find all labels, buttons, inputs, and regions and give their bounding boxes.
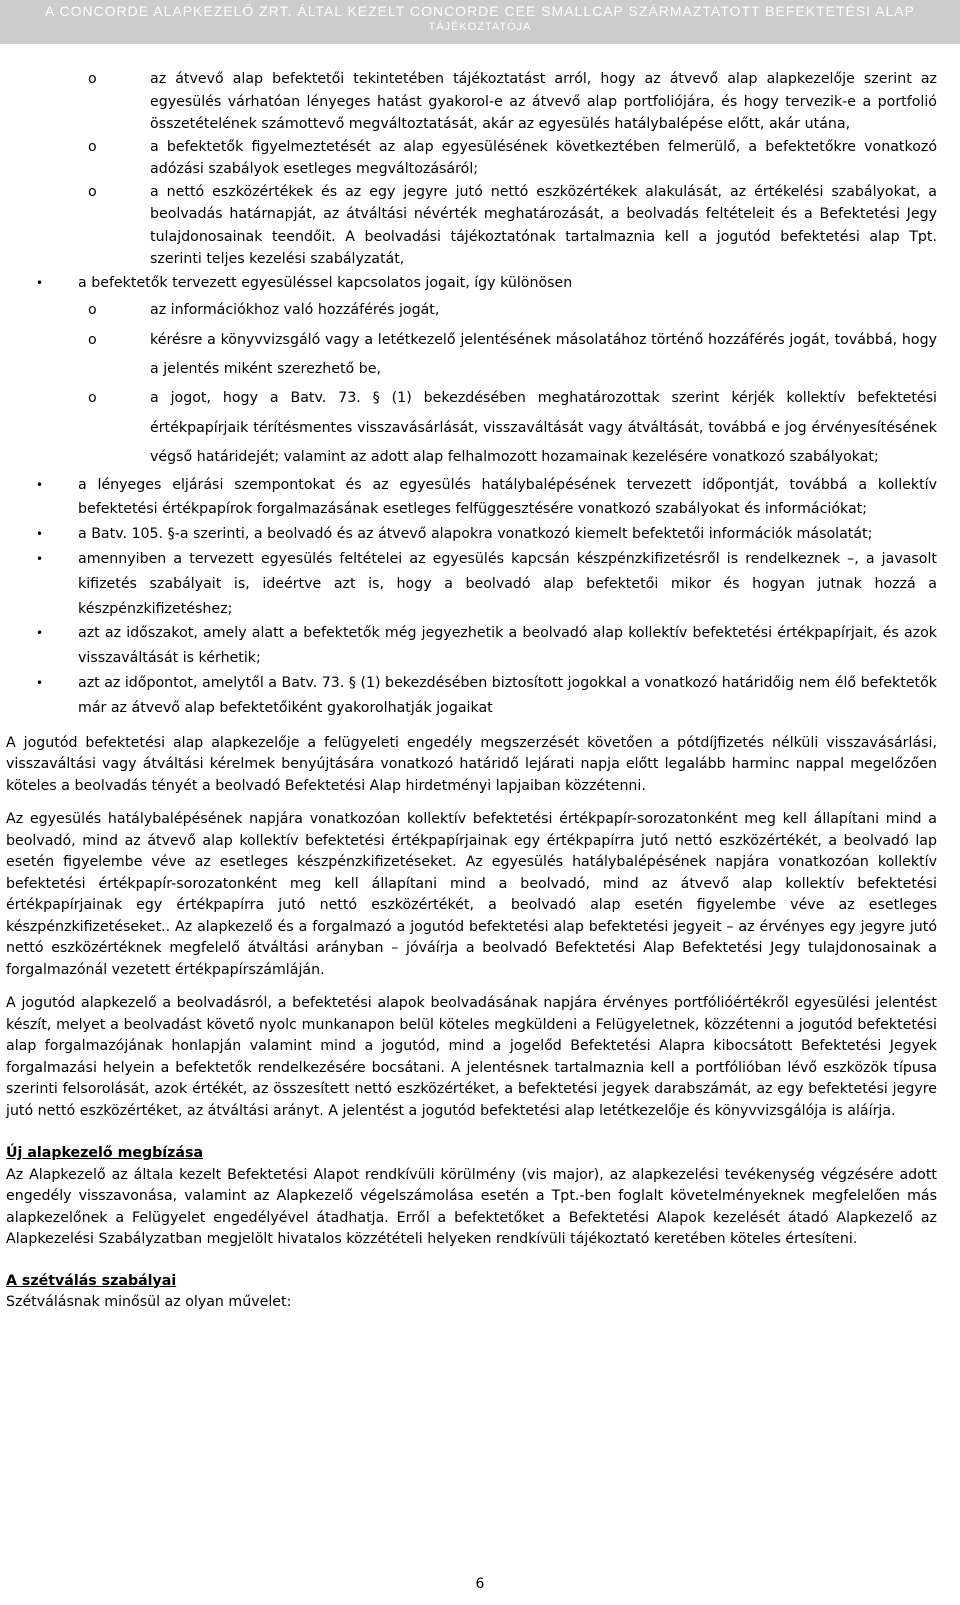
list-marker: o bbox=[88, 183, 97, 200]
bullet-marker: • bbox=[36, 675, 44, 690]
list-item bbox=[6, 326, 937, 385]
page-number: 6 bbox=[475, 1576, 485, 1592]
paragraph: Az Alapkezelő az általa kezelt Befektetési Alapot rendkívüli körülmény (vis major), az alapkezelési tevékenység végzésére adott engedély visszavonása, valamint az Alapkezelő végelszámolása esetén a Tpt.-ben foglalt követelményeknek megfelelően más alapkezelőnek a Felügyelet engedélyével átadhatja. Erről a befektetőket a Befektetési Alapok kezelését átadó Alapkezelő az Alapkezelési Szabályzatban megjelölt hivatalos közzétételi helyeken rendkívüli tájékoztató keretében köteles értesíteni. bbox=[6, 1166, 937, 1247]
bullet-item bbox=[6, 621, 937, 671]
list-item-text: az átvevő alap befektetői tekintetében tájékoztatást arról, hogy az átvevő alap alapkezelője szerint az egyesülés várhatóan lényeges hatást gyakorol-e az átvevő alap portfoliójára, és hogy tervezik-e a portfolió összetételének számottevő megváltoztatását, akár az egyesülés hatálybalépése előtt, akár utána, bbox=[150, 71, 937, 132]
bullet-item-text: amennyiben a tervezett egyesülés feltételei az egyesülés kapcsán készpénzkifizetésről is rendelkeznek –, a javasolt kifizetés szabályait is, ideértve azt is, hogy a beolvadó alap befektetői mikor és hogyan jutnak hozzá a készpénzkifizetéshez; bbox=[78, 550, 937, 617]
list-item-text: a jogot, hogy a Batv. 73. § (1) bekezdésében meghatározottak szerint kérjék kollektív befektetési értékpapírjaik térítésmentes visszavásárlását, visszaváltását vagy átváltását, továbbá e jog érvényesítésének végső határidejét; valamint az adott alap felhalmozott hozamainak kezelésére vonatkozó szabályokat; bbox=[150, 390, 937, 466]
section-heading: A szétválás szabályai bbox=[6, 1272, 177, 1289]
bullet-marker: • bbox=[36, 275, 44, 290]
bullet-item-text: azt az időpontot, amelytől a Batv. 73. § (1) bekezdésében biztosított jogokkal a vonatkozó határidőig nem élő befektetők már az átvevő alap befektetőiként gyakorolhatják jogaikat bbox=[78, 674, 938, 716]
header-subtitle: TÁJÉKOZTATÓJA bbox=[428, 21, 532, 33]
list-item-text: a nettó eszközértékek és az egy jegyre jutó nettó eszközértékek alakulását, az értékelési szabályokat, a beolvadás határnapját, az átváltási névérték meghatározását, a beolvadás feltételeit és a Befektetési Jegy tulajdonosainak teendőit. A beolvadási tájékoztatónak tartalmaznia kell a jogutód befektetési alap Tpt. szerinti teljes kezelési szabályzatát, bbox=[150, 183, 937, 267]
list-marker: o bbox=[88, 138, 97, 155]
paragraph: Szétválásnak minősül az olyan művelet: bbox=[6, 1294, 292, 1310]
document-body bbox=[6, 68, 937, 1314]
list-item bbox=[6, 384, 937, 472]
bullet-marker: • bbox=[36, 626, 44, 641]
bullet-marker: • bbox=[36, 527, 44, 542]
bullet-item bbox=[6, 671, 937, 721]
list-item-text: a befektetők figyelmeztetését az alap egyesülésének következtében felmerülő, a befektetőkre vonatkozó adózási szabályok esetleges megváltozásáról; bbox=[150, 138, 937, 177]
bullet-item bbox=[6, 473, 937, 523]
bullet-item-text: azt az időszakot, amely alatt a befektetők még jegyezhetik a beolvadó alap kollektív befektetési értékpapírjait, és azok visszaváltását is kérhetik; bbox=[78, 625, 937, 667]
list-item-text: az információkhoz való hozzáférés jogát, bbox=[150, 302, 440, 319]
list-marker: o bbox=[88, 302, 97, 319]
paragraph: A jogutód alapkezelő a beolvadásról, a befektetési alapok beolvadásának napjára érvényes portfólióértékről egyesülési jelentést készít, melyet a beolvadást követő nyolc munkanapon belül köteles megküldeni a Felügyeletnek, közzétenni a jogutód befektetési alap forgalmazójának honlapján valamint mind a jogutód, mind a jogelőd Befektetési Alapra kibocsátott Befektetési Jegyek forgalmazási helyein a befektetők rendelkezésére bocsátani. A jelentésnek tartalmaznia kell a portfólióban lévő eszközök típusa szerinti felsorolását, azok értékét, az összesített nettó eszközértéket, a befektetési jegyek darabszámát, az egy befektetési jegyre jutó nettó eszközértéket, az átváltási arányt. A jelentést a jogutód befektetési alap letétkezelője és könyvvizsgálója is aláírja. bbox=[6, 995, 937, 1119]
list-marker: o bbox=[88, 71, 97, 87]
paragraph: Az egyesülés hatálybalépésének napjára vonatkozóan kollektív befektetési értékpapír-sorozatonként meg kell állapítani mind a beolvadó, mind az átvevő alap kollektív befektetési értékpapírjainak egy értékpapírra jutó nettó eszközértékét, a beolvadó lap esetén figyelembe véve az esetleges készpénzkifizetéseket. Az egyesülés hatálybalépésének napjára vonatkozóan kollektív befektetési értékpapír-sorozatonként meg kell állapítani mind a beolvadó, mind az átvevő alap kollektív befektetési értékpapírjainak egy értékpapírra jutó nettó eszközértékét, a beolvadó alap esetén figyelembe véve az esetleges készpénzkifizetéseket.. Az alapkezelő és a forgalmazó a jogutód befektetési alap befektetési jegyeit – az érvényes egy jegyre jutó nettó eszközértéknek megfelelő átváltási arányban – jóváírja a beolvadó Befektetési Alap Befektetési Jegy tulajdonosainak a forgalmazónál vezetett értékpapírszámláján. bbox=[6, 811, 937, 978]
bullet-item-text: a lényeges eljárási szempontokat és az egyesülés hatálybalépésének tervezett időpontját, továbbá a kollektív befektetési értékpapírok forgalmazásának esetleges felfüggesztésére vonatkozó szabályokat és információkat; bbox=[78, 476, 937, 518]
header-title: A CONCORDE ALAPKEZELŐ ZRT. ÁLTAL KEZELT CONCORDE CEE SMALLCAP SZÁRMAZTATOTT BEFEKTETÉSI ALAP bbox=[45, 3, 915, 19]
list-item bbox=[6, 181, 937, 271]
bullet-marker: • bbox=[36, 551, 44, 566]
list-item bbox=[6, 296, 937, 325]
bullet-marker: • bbox=[36, 477, 44, 492]
bullet-item-text: a Batv. 105. §-a szerinti, a beolvadó és az átvevő alapokra vonatkozó kiemelt befektetői információk másolatát; bbox=[78, 526, 873, 543]
bullet-item bbox=[6, 271, 937, 297]
list-item bbox=[6, 136, 937, 181]
list-item bbox=[6, 68, 937, 136]
section-heading: Új alapkezelő megbízása bbox=[6, 1145, 204, 1161]
bullet-item bbox=[6, 522, 937, 547]
document-header bbox=[0, 0, 960, 44]
bullet-item bbox=[6, 547, 937, 621]
paragraph: A jogutód befektetési alap alapkezelője a felügyeleti engedély megszerzését követően a pótdíjfizetés nélküli visszavásárlási, visszaváltási vagy átváltási kérelmek benyújtására vonatkozó határidő lejárati napja előtt legalább harminc nappal megelőzően köteles a beolvadás tényét a beolvadó Befektetési Alap hirdetményi lapjaiban közzétenni. bbox=[6, 734, 937, 794]
list-marker: o bbox=[88, 331, 97, 348]
list-item-text: kérésre a könyvvizsgáló vagy a letétkezelő jelentésének másolatához történő hozzáférés jogát, továbbá, hogy a jelentés miként szerezhető be, bbox=[150, 331, 937, 377]
bullet-item-text: a befektetők tervezett egyesüléssel kapcsolatos jogait, így különösen bbox=[78, 274, 573, 291]
list-marker: o bbox=[88, 390, 97, 407]
